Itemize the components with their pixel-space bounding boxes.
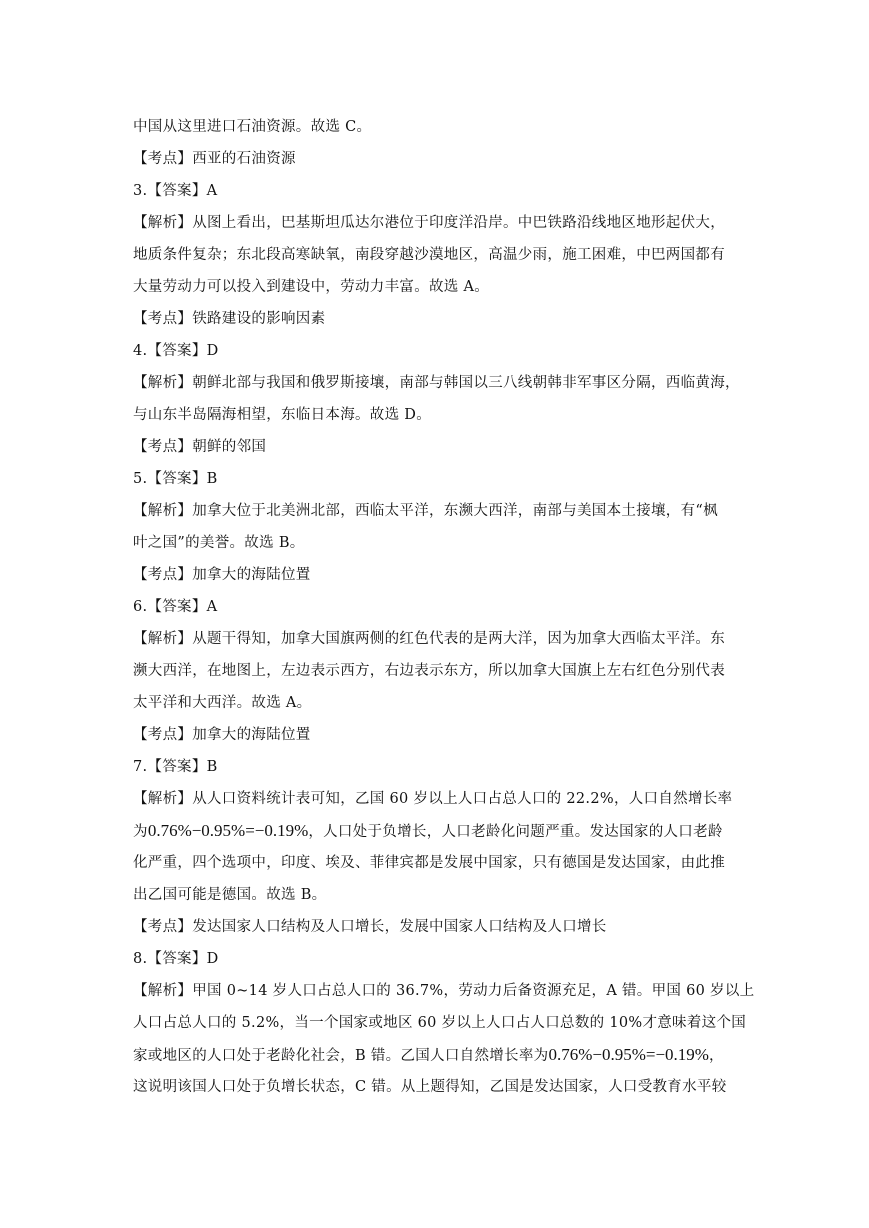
text-line: [133, 821, 723, 842]
text-segment: ，人口处于负增长，人口老龄化问题严重。发达国家的人口老龄: [308, 824, 723, 840]
answer-line: 7.【答案】B: [133, 759, 218, 775]
answer-line: 5.【答案】B: [133, 471, 218, 487]
text-segment: 家或地区的人口处于老龄化社会，B 错。乙国人口自然增长率为: [133, 1048, 549, 1064]
text-line: 濒大西洋，在地图上，左边表示西方，右边表示东方，所以加拿大国旗上左右红色分别代表: [133, 663, 725, 679]
explanation-line: 【解析】甲国 0~14 岁人口占总人口的 36.7%，劳动力后备资源充足，A 错。甲国 60 岁以上: [133, 983, 755, 999]
knowledge-point-line: 【考点】加拿大的海陆位置: [133, 727, 311, 743]
text-line: 与山东半岛隔海相望，东临日本海。故选 D。: [133, 407, 432, 423]
knowledge-point-line: 【考点】铁路建设的影响因素: [133, 311, 326, 327]
text-line: 人口占总人口的 5.2%，当一个国家或地区 60 岁以上人口占人口总数的 10%才意味着这个国: [133, 1015, 747, 1031]
text-line: 这说明该国人口处于负增长状态，C 错。从上题得知，乙国是发达国家，人口受教育水平较: [133, 1079, 727, 1095]
text-line: [133, 1045, 724, 1066]
text-line: 太平洋和大西洋。故选 A。: [133, 695, 312, 711]
answer-line: 6.【答案】A: [133, 599, 218, 615]
text-line: 地质条件复杂；东北段高寒缺氧，南段穿越沙漠地区，高温少雨，施工困难，中巴两国都有: [133, 247, 725, 263]
explanation-line: 【解析】朝鲜北部与我国和俄罗斯接壤，南部与韩国以三八线朝韩非军事区分隔，西临黄海，: [133, 375, 740, 391]
knowledge-point-line: 【考点】加拿大的海陆位置: [133, 567, 311, 583]
text-line: 出乙国可能是德国。故选 B。: [133, 887, 327, 903]
knowledge-point-line: 【考点】朝鲜的邻国: [133, 439, 267, 455]
knowledge-point-line: 【考点】发达国家人口结构及人口增长，发展中国家人口结构及人口增长: [133, 919, 607, 935]
answer-line: 4.【答案】D: [133, 343, 219, 359]
text-line: 叶之国”的美誉。故选 B。: [133, 535, 305, 551]
explanation-line: 【解析】从题干得知，加拿大国旗两侧的红色代表的是两大洋，因为加拿大西临太平洋。东: [133, 631, 725, 647]
explanation-line: 【解析】从图上看出，巴基斯坦瓜达尔港位于印度洋沿岸。中巴铁路沿线地区地形起伏大，: [133, 215, 725, 231]
explanation-line: 【解析】从人口资料统计表可知，乙国 60 岁以上人口占总人口的 22.2%，人口自然增长率: [133, 791, 733, 807]
math-expression: 0.76%−0.95%=−0.19%: [147, 821, 309, 840]
text-segment: ，: [708, 1048, 724, 1064]
answer-line: 3.【答案】A: [133, 183, 218, 199]
text-line: 大量劳动力可以投入到建设中，劳动力丰富。故选 A。: [133, 279, 490, 295]
knowledge-point-line: 【考点】西亚的石油资源: [133, 151, 296, 167]
explanation-line: 【解析】加拿大位于北美洲北部，西临太平洋，东濒大西洋，南部与美国本土接壤，有“枫: [133, 503, 718, 519]
math-expression: 0.76%−0.95%=−0.19%: [548, 1045, 709, 1064]
text-line: 中国从这里进口石油资源。故选 C。: [133, 119, 372, 135]
text-segment: 为: [133, 824, 148, 840]
answer-line: 8.【答案】D: [133, 951, 219, 967]
text-line: 化严重，四个选项中，印度、埃及、菲律宾都是发展中国家，只有德国是发达国家，由此推: [133, 855, 725, 871]
